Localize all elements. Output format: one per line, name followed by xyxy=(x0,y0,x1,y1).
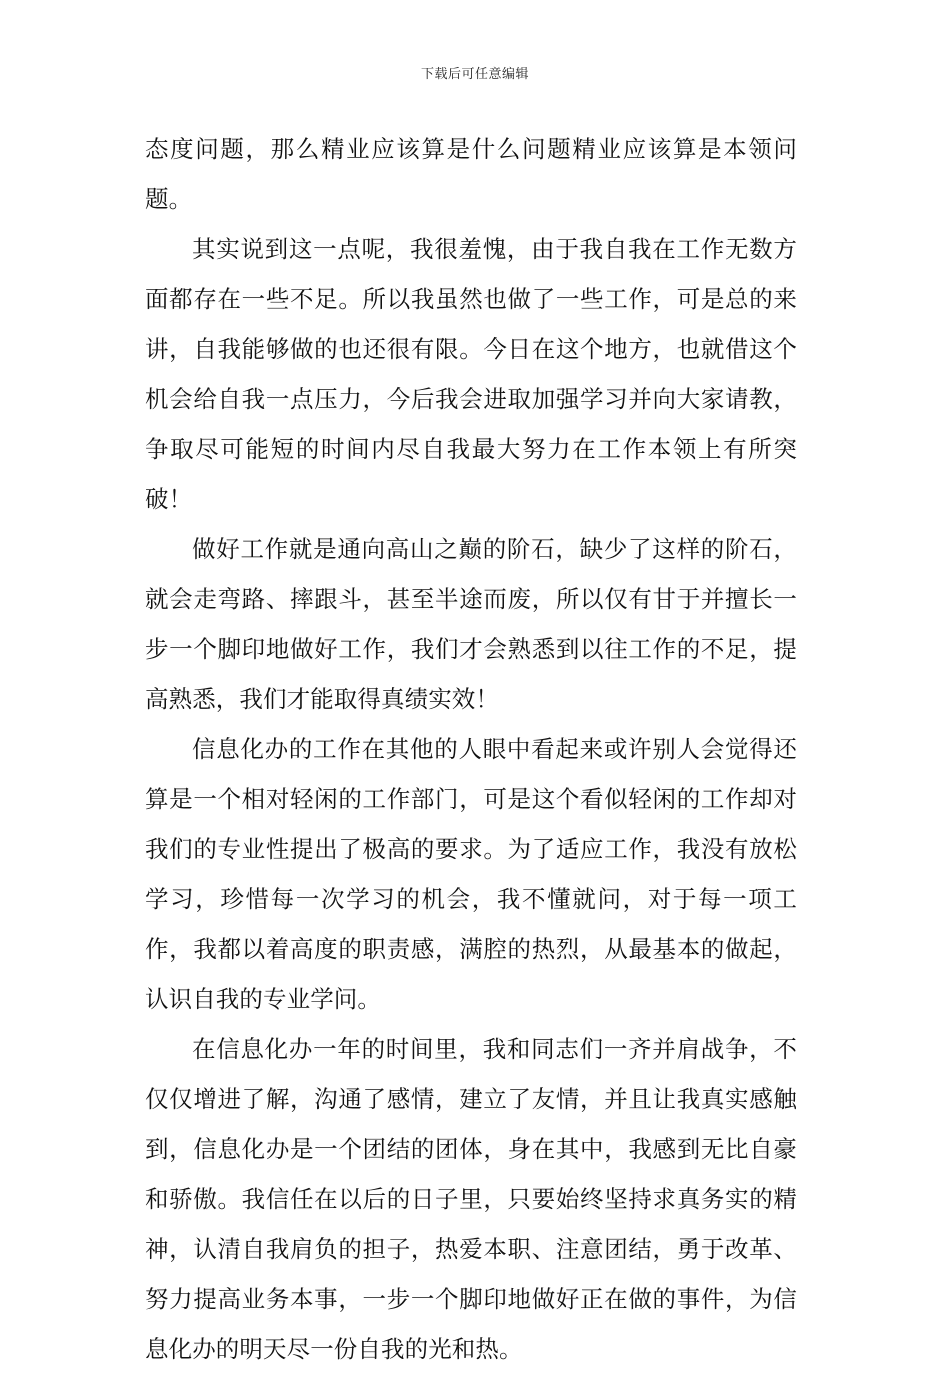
paragraph-4: 信息化办的工作在其他的人眼中看起来或许别人会觉得还算是一个相对轻闲的工作部门，可是这个看似轻闲的工作却对我们的专业性提出了极高的要求。为了适应工作，我没有放松学习，珍惜每一次学习的机会，我不懂就问，对于每一项工作，我都以着高度的职责感，满腔的热烈，从最基本的做起，认识自我的专业学问。 xyxy=(145,735,797,1013)
paragraph-3: 做好工作就是通向高山之巅的阶石，缺少了这样的阶石，就会走弯路、摔跟斗，甚至半途而废，所以仅有甘于并擅长一步一个脚印地做好工作，我们才会熟悉到以往工作的不足，提高熟悉，我们才能取得真绩实效！ xyxy=(145,535,797,713)
paragraph-1: 态度问题，那么精业应该算是什么问题精业应该算是本领问题。 xyxy=(145,135,797,213)
header-note: 下载后可任意编辑 xyxy=(420,67,529,82)
paragraph-2: 其实说到这一点呢，我很羞愧，由于我自我在工作无数方面都存在一些不足。所以我虽然也做了一些工作，可是总的来讲，自我能够做的也还很有限。今日在这个地方，也就借这个机会给自我一点压力，今后我会进取加强学习并向大家请教，争取尽可能短的时间内尽自我最大努力在工作本领上有所突破！ xyxy=(145,235,797,513)
body-text xyxy=(145,124,797,1374)
paragraph-5: 在信息化办一年的时间里，我和同志们一齐并肩战争，不仅仅增进了解，沟通了感情，建立了友情，并且让我真实感触到，信息化办是一个团结的团体，身在其中，我感到无比自豪和骄傲。我信任在以后的日子里，只要始终坚持求真务实的精神，认清自我肩负的担子，热爱本职、注意团结，勇于改革、努力提高业务本事，一步一个脚印地做好正在做的事件，为信息化办的明天尽一份自我的光和热。 xyxy=(145,1035,797,1363)
